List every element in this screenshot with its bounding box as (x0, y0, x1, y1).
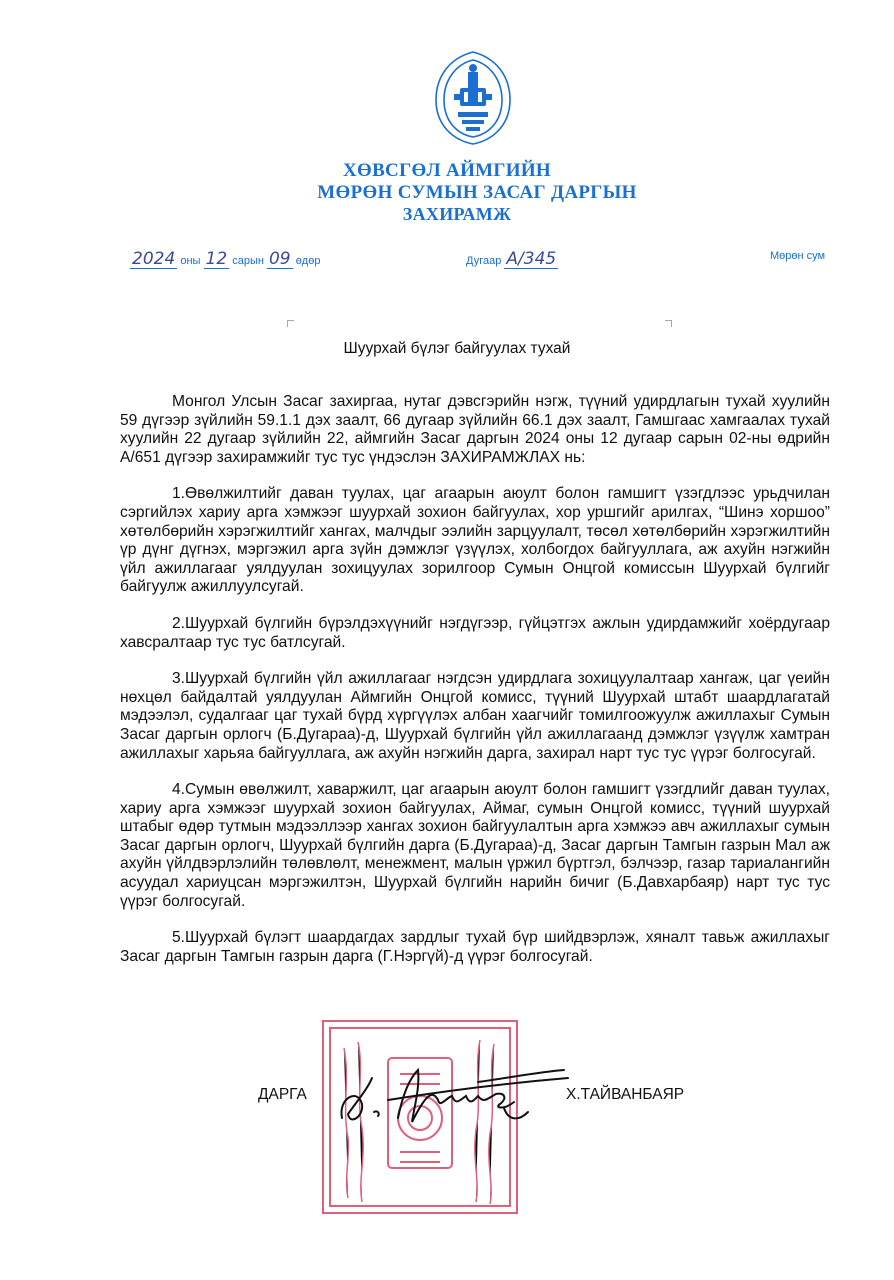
number-label: Дугаар (466, 255, 502, 267)
clause-2: 2.Шуурхай бүлгийн бүрэлдэхүүнийг нэгдүгээр, гүйцэтгэх ажлын удирдамжийг хоёрдугаар хавсралтаар тус тус батлсугай. (120, 614, 830, 651)
date-day: 09 (268, 249, 291, 269)
org-name-line2: МӨРӨН СУМЫН ЗАСАГ ДАРГЫН (317, 182, 637, 203)
document-body (120, 393, 830, 984)
document-type: ЗАХИРАМЖ (402, 204, 512, 224)
document-number: А/345 (506, 249, 557, 269)
corner-mark-left (287, 320, 294, 327)
date-year: 2024 (132, 249, 176, 269)
date-month-suffix: сарын (232, 255, 264, 267)
place: Мөрөн сум (770, 250, 826, 262)
document-subject: Шуурхай бүлэг байгуулах тухай (343, 340, 571, 357)
preamble-paragraph: Монгол Улсын Засаг захиргаа, нутаг дэвсгэрийн нэгж, түүний удирдлагын тухай хуулийн 59 дүгээр зүйлийн 59.1.1 дэх заалт, 66 дугаар зүйлийн 66.1 дэх заалт, Гамшгаас хамгаалах тухай хуулийн 22 дугаар зүйлийн 22, аймгийн Засаг даргын 2024 оны 12 дугаар сарын 02-ны өдрийн А/651 дүгээр захирамжийг тус тус үндэслэн ЗАХИРАМЖЛАХ нь: (120, 393, 830, 466)
number-block (466, 250, 558, 269)
corner-mark-right (665, 320, 672, 327)
date-year-suffix: оны (180, 255, 201, 267)
signatory-title: ДАРГА (258, 1086, 307, 1103)
org-name-line1: ХӨВСГӨЛ АЙМГИЙН (342, 160, 552, 181)
date-block (130, 250, 320, 269)
date-day-suffix: өдөр (295, 255, 321, 267)
signatory-name: Х.ТАЙВАНБАЯР (566, 1086, 685, 1103)
clause-4: 4.Сумын өвөлжилт, хаваржилт, цаг агаарын аюулт болон гамшигт үзэгдлийг даван туулах, хариу арга хэмжээг шуурхай зохион байгуулах, Аймаг, сумын Онцгой комисс, түүний шуурхай штабыг өдөр тутмын мэдээллээр хангах зохион байгуулалтын арга хэмжээ авч ажиллахыг сумын Засаг даргын орлогч, Шуурхай бүлгийн дарга (Б.Дугараа)-д, Засаг даргын Тамгын газрын Мал аж ахуйн үйлдвэрлэлийн төлөвлөлт, менежмент, малын үржил бүртгэл, бэлчээр, газар тариалангийн асуудал хариуцсан мэргэжилтэн, Шуурхай бүлгийн нарийн бичиг (Б.Давхарбаяр) нарт тус тус үүрэг болгосугай. (120, 781, 830, 910)
clause-3: 3.Шуурхай бүлгийн үйл ажиллагааг нэгдсэн удирдлага зохицуулалтаар хангаж, цаг үеийн нөхцөл байдалтай уялдуулан Аймгийн Онцгой комисс, түүний Шуурхай штабт шаардлагатай мэдээлэл, судалгааг цаг тухай бүрд хүргүүлэх албан хаагчийг томилгоожуулж ажиллахыг Сумын Засаг даргын орлогч (Б.Дугараа)-д, Шуурхай бүлгийн үйл ажиллагаанд дэмжлэг үзүүлж хамтран ажиллахыг харьяа байгууллага, аж ахуйн нэгжийн дарга, захирал нарт тус тус үүрэг болгосугай. (120, 670, 830, 762)
date-month: 12 (205, 249, 228, 269)
handwritten-signature (328, 1048, 578, 1158)
state-emblem (430, 48, 516, 148)
clause-5: 5.Шуурхай бүлэгт шаардагдах зардлыг тухай бүр шийдвэрлэж, хяналт тавьж ажиллахыг Засаг даргын Тамгын газрын дарга (Г.Нэргүй)-д үүрэг болгосугай. (120, 929, 830, 965)
clause-1: 1.Өвөлжилтийг даван туулах, цаг агаарын аюулт болон гамшигт үзэгдлээс урьдчилан сэргийлэх хариу арга хэмжээг шуурхай зохион байгуулах, хор уршгийг арилгах, “Шинэ хоршоо” хөтөлбөрийн хэрэгжилтийг хангах, малчдыг ээлийн зарцуулалт, төсөл хөтөлбөрийн хэрэгжилтийн үр дүнг дүгнэх, мэргэжил арга зүйн дэмжлэг үзүүлэх, холбогдох байгууллага, аж ахуйн нэгжийн үйл ажиллагааг уялдуулан зохицуулах зорилгоор Сумын Онцгой комиссын Шуурхай бүлгийг байгуулж ажиллуулсугай. (120, 485, 830, 596)
